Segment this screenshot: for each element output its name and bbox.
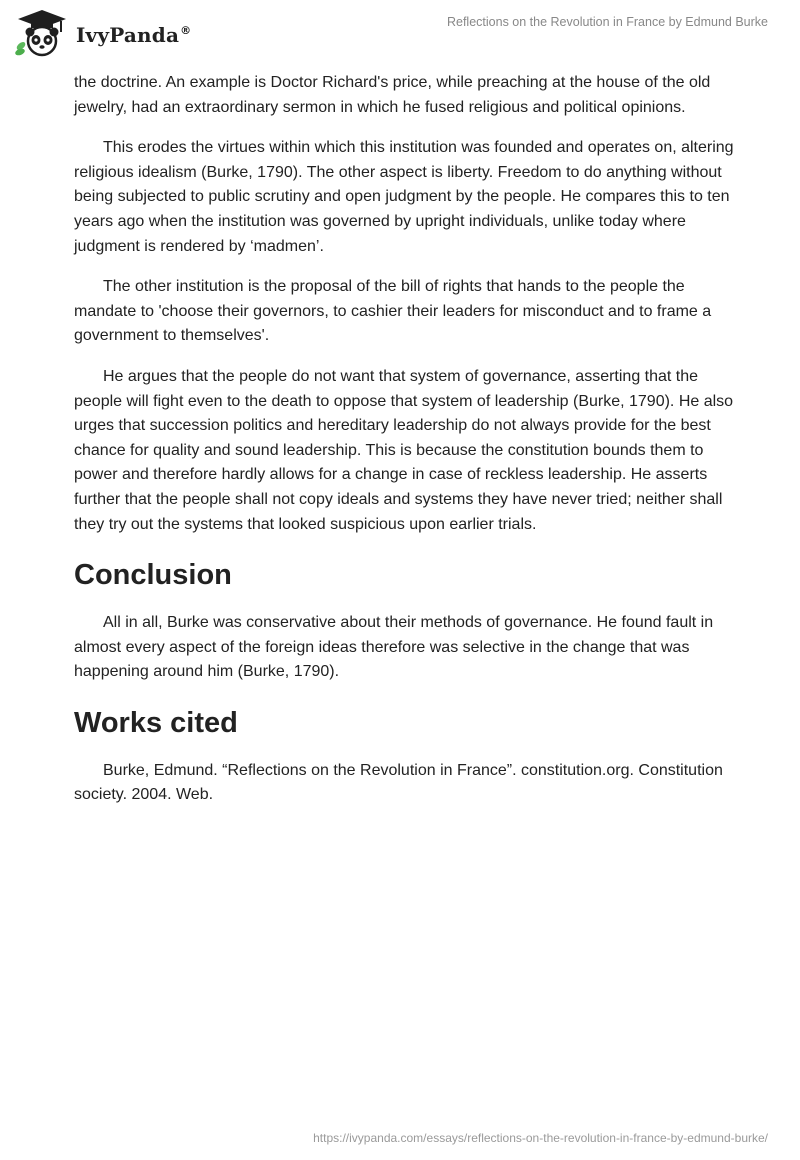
body-paragraph-2: This erodes the virtues within which this institution was founded and operates on, altering religious idealism (Burke, 1790). The other aspect is liberty. Freedom to do anything without being subjected to public scrutiny and open judgment by the people. He compares this to ten years ago when the institution was governed by upright individuals, unlike today where judgment is rendered by ‘madmen’. — [74, 139, 734, 255]
conclusion-paragraph: All in all, Burke was conservative about their methods of governance. He found fault in almost every aspect of the foreign ideas therefore was selective in the change that was happening around him (Burke, 1790). — [74, 614, 714, 681]
body-paragraph-1: the doctrine. An example is Doctor Richard's price, while preaching at the house of the old jewelry, had an extraordinary sermon in which he fused religious and political opinions. — [74, 74, 711, 116]
panda-graduate-icon — [14, 8, 70, 58]
works-cited-heading: Works cited — [74, 706, 238, 739]
brand-name: IvyPanda® — [76, 23, 192, 47]
ivypanda-logo[interactable] — [14, 8, 191, 58]
running-title: Reflections on the Revolution in France by Edmund Burke — [446, 15, 768, 29]
works-cited-entry: Burke, Edmund. “Reflections on the Revolution in France”. constitution.org. Constitution society. 2004. Web. — [74, 761, 723, 804]
body-paragraph-4: He argues that the people do not want that system of governance, asserting that the people will fight even to the death to oppose that system of leadership (Burke, 1790). He also urges that succession politics and hereditary leadership do not always provide for the best chance for quality and sound leadership. This is because the constitution bounds them to power and therefore hardly allows for a change in case of reckless leadership. He asserts further that the people shall not copy ideals and systems they have never tried; neither shall they try out the systems that looked suspicious upon earlier trials. — [74, 367, 734, 533]
conclusion-heading: Conclusion — [74, 559, 232, 592]
page-header — [0, 0, 800, 62]
registered-mark: ® — [180, 24, 192, 37]
source-url-link[interactable]: https://ivypanda.com/essays/reflections-on-the-revolution-in-france-by-edmund-burke/ — [313, 1131, 768, 1145]
essay-content — [74, 71, 734, 808]
body-paragraph-3: The other institution is the proposal of the bill of rights that hands to the people the mandate to 'choose their governors, to cashier their leaders for misconduct and to frame a government to themselves'. — [74, 278, 712, 345]
